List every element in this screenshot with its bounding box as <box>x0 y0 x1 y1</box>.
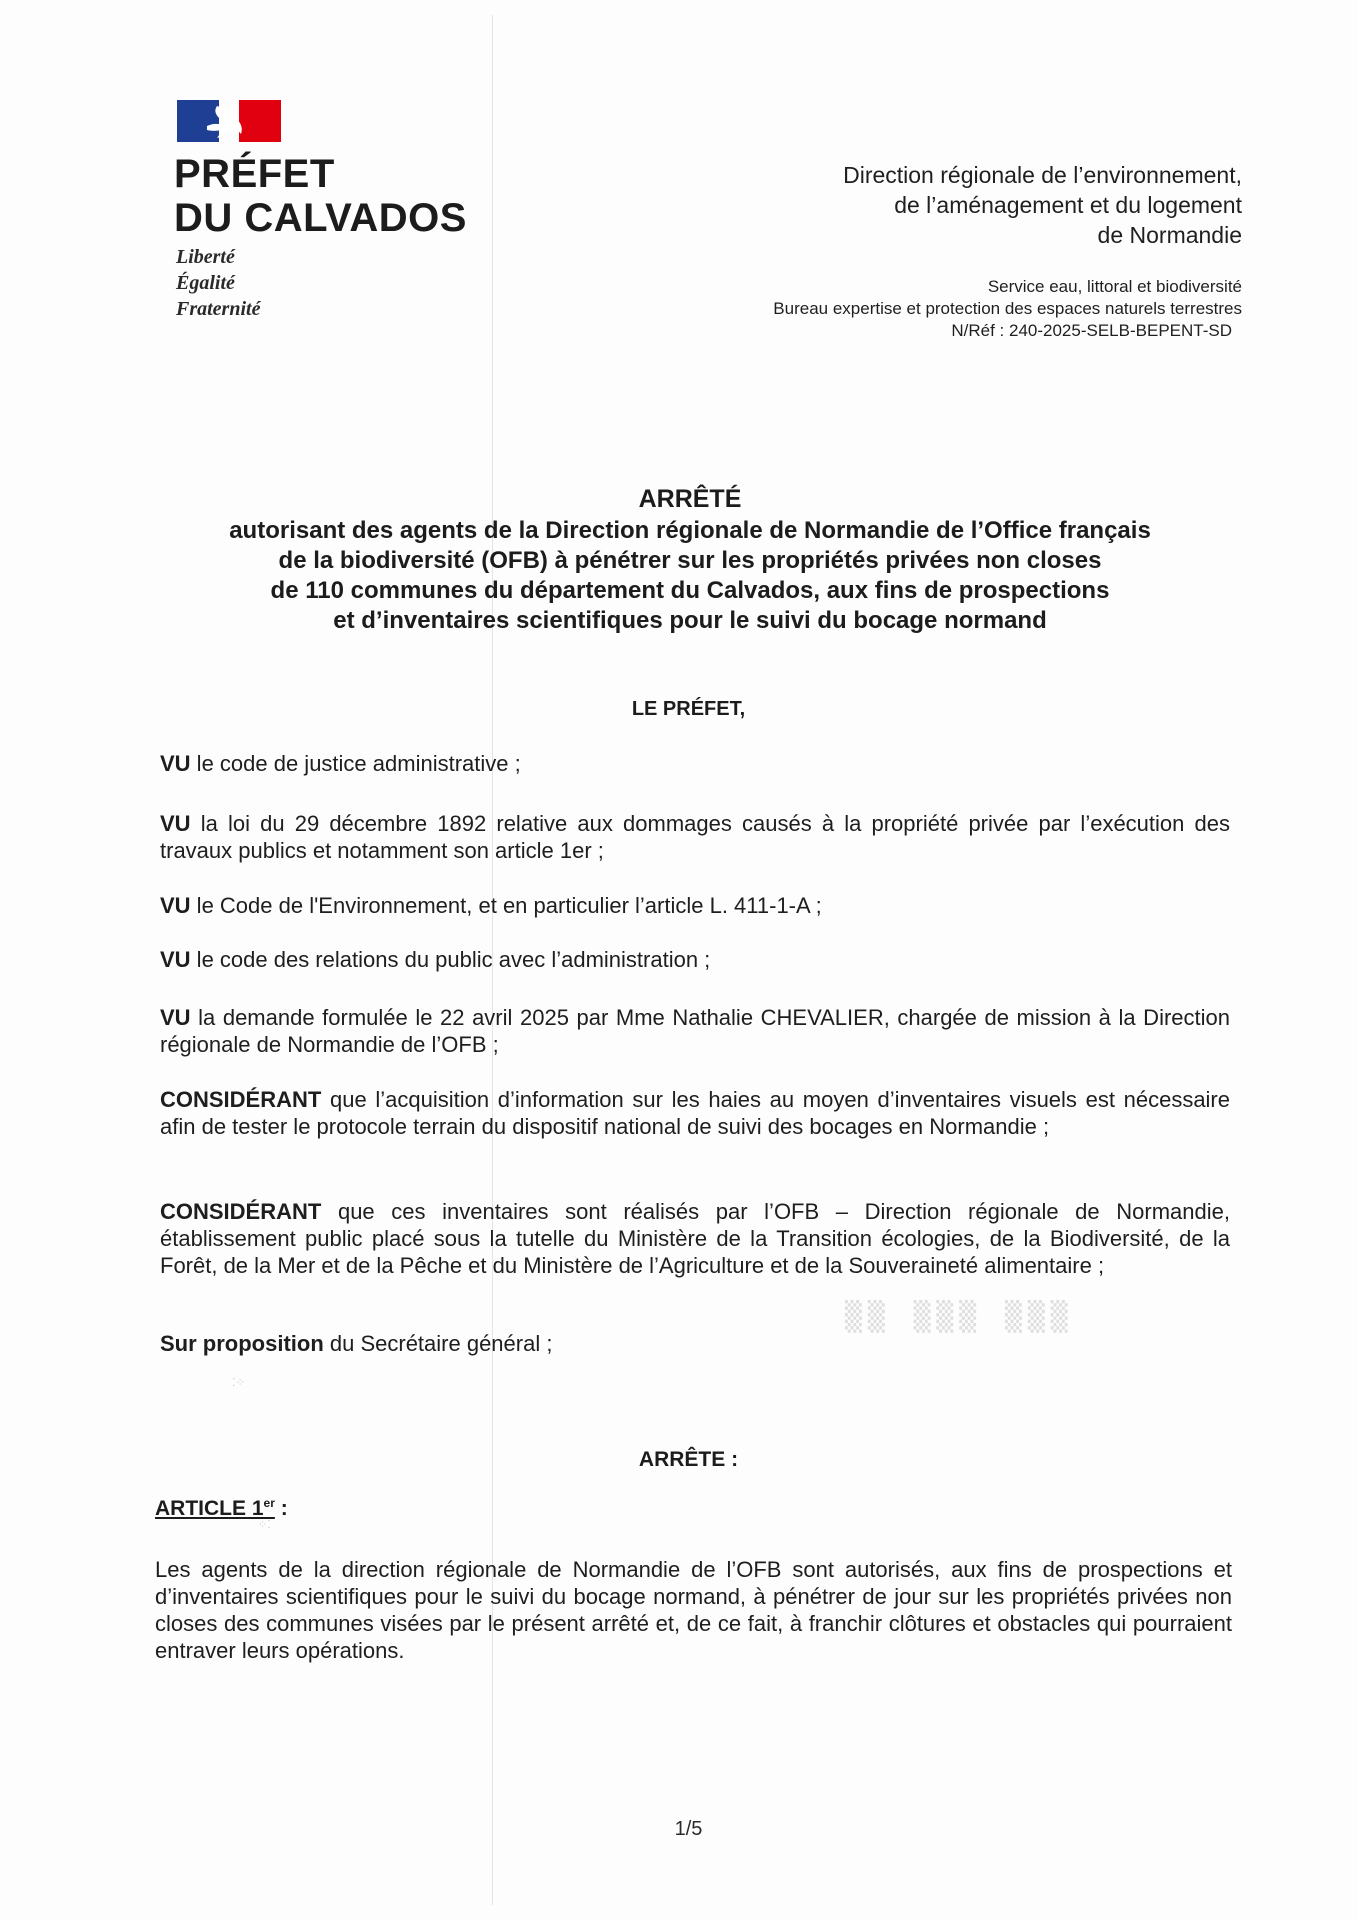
direction-line: Direction régionale de l’environnement, <box>843 162 1242 188</box>
article-1-colon: : <box>274 1497 288 1520</box>
article-1-label: ARTICLE 1 <box>155 1497 264 1520</box>
visa-paragraph <box>160 892 1230 919</box>
bureau-name: Bureau expertise et protection des espaces naturels terrestres <box>773 299 1242 318</box>
direction-line: de Normandie <box>1097 222 1242 248</box>
proposition-text: du Secrétaire général ; <box>323 1331 553 1356</box>
scan-smudge-icon: ⁘⁚ <box>258 1518 271 1531</box>
republic-motto <box>176 244 260 322</box>
considerant-text: que ces inventaires sont réalisés par l’OFB – Direction régionale de Normandie, établissement public placé sous la tutelle du Ministère de la Transition écologies, de la Biodiversité, de la Forêt, de la Mer et de la Pêche et du Ministère de l’Agriculture et de la Souveraineté alimentaire ; <box>160 1199 1230 1278</box>
visa-lead: VU <box>160 1005 191 1030</box>
article-1-heading <box>155 1496 288 1521</box>
title-subtitle-line: de la biodiversité (OFB) à pénétrer sur les propriétés privées non closes <box>278 547 1102 574</box>
issuing-direction <box>843 160 1242 250</box>
motto-egalite: Égalité <box>176 272 235 294</box>
visa-paragraph <box>160 1004 1230 1058</box>
article-1-text: Les agents de la direction régionale de Normandie de l’OFB sont autorisés, aux fins de prospections et d’inventaires scientifiques pour le suivi du bocage normand, à pénétrer de jour sur les propriétés privées non closes des communes visées par le présent arrêté et, de ce fait, à franchir clôtures et obstacles qui pourraient entraver leurs opérations. <box>155 1557 1232 1663</box>
visa-lead: VU <box>160 893 191 918</box>
faint-date-stamp-icon: ▒▒ ▒▒▒ ▒▒▒ <box>845 1300 1074 1333</box>
visa-paragraph <box>160 946 1230 973</box>
considerant-paragraph <box>160 1198 1230 1279</box>
arrete-decision-heading <box>0 1448 1357 1472</box>
document-title <box>150 484 1230 636</box>
proposition-paragraph <box>160 1330 1230 1357</box>
reference-number: N/Réf : 240-2025-SELB-BEPENT-SD <box>951 321 1232 340</box>
visa-lead: VU <box>160 947 191 972</box>
page-number <box>0 1818 1357 1841</box>
service-block <box>773 276 1242 342</box>
prefecture-title-line2: DU CALVADOS <box>174 196 467 240</box>
title-subtitle-line: et d’inventaires scientifiques pour le suivi du bocage normand <box>333 607 1047 634</box>
visa-text: la loi du 29 décembre 1892 relative aux dommages causés à la propriété privée par l’exécution des travaux publics et notamment son article 1er ; <box>160 811 1230 863</box>
considerant-lead: CONSIDÉRANT <box>160 1199 322 1224</box>
arrete-label-text: ARRÊTE : <box>638 1448 739 1471</box>
article-1-sup: er <box>263 1496 275 1510</box>
visa-text: le code des relations du public avec l’administration ; <box>190 947 711 972</box>
visa-text: la demande formulée le 22 avril 2025 par Mme Nathalie CHEVALIER, chargée de mission à la Direction régionale de Normandie de l’OFB ; <box>160 1005 1230 1057</box>
motto-liberte: Liberté <box>176 246 235 268</box>
scan-smudge-icon: ⁚⁘ <box>232 1376 245 1389</box>
visa-paragraph <box>160 810 1230 864</box>
visa-lead: VU <box>160 751 191 776</box>
visa-text: le Code de l'Environnement, et en particulier l’article L. 411-1-A ; <box>190 893 822 918</box>
prefecture-title <box>174 152 467 240</box>
le-prefet-heading <box>0 698 1357 721</box>
direction-line: de l’aménagement et du logement <box>894 192 1242 218</box>
title-subtitle-line: autorisant des agents de la Direction régionale de Normandie de l’Office français <box>229 517 1151 544</box>
article-1-title <box>155 1497 275 1520</box>
visa-paragraph <box>160 750 1230 777</box>
page-number-text: 1/5 <box>674 1818 703 1840</box>
visa-text: le code de justice administrative ; <box>190 751 521 776</box>
arrete-title: ARRÊTÉ <box>638 485 742 513</box>
le-prefet-text: LE PRÉFET, <box>631 698 746 720</box>
considerant-lead: CONSIDÉRANT <box>160 1087 322 1112</box>
considerant-text: que l’acquisition d’information sur les haies au moyen d’inventaires visuels est nécessaire afin de tester le protocole terrain du dispositif national de suivi des bocages en Normandie ; <box>160 1087 1230 1139</box>
proposition-lead: Sur proposition <box>160 1331 324 1356</box>
marianne-logo-icon <box>177 100 281 142</box>
visa-lead: VU <box>160 811 191 836</box>
prefecture-title-line1: PRÉFET <box>174 152 335 196</box>
service-name: Service eau, littoral et biodiversité <box>987 277 1242 296</box>
motto-fraternite: Fraternité <box>176 298 261 320</box>
title-subtitle-line: de 110 communes du département du Calvados, aux fins de prospections <box>270 577 1110 604</box>
considerant-paragraph <box>160 1086 1230 1140</box>
